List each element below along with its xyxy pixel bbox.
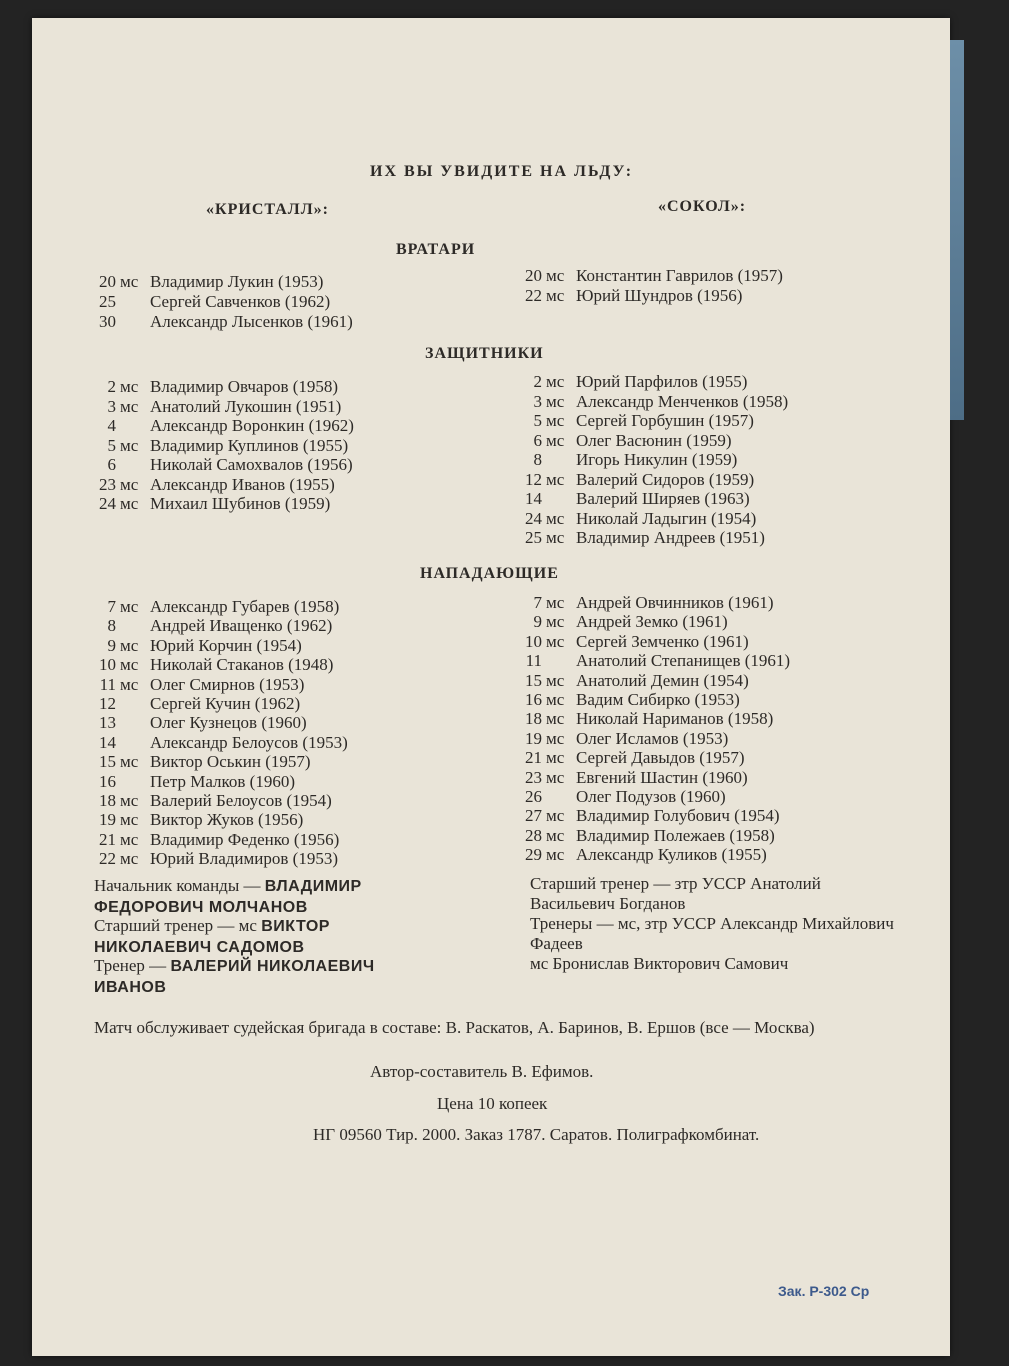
- page-heading: ИХ ВЫ УВИДИТЕ НА ЛЬДУ:: [370, 163, 634, 180]
- player-row: [86, 475, 335, 494]
- player-row: [86, 849, 338, 868]
- player-title: мс: [120, 849, 139, 869]
- player-number: 6: [107, 455, 116, 474]
- player-name: Александр Менченков (1958): [576, 391, 789, 411]
- player-name: Юрий Корчин (1954): [150, 635, 302, 655]
- player-name: Николай Самохвалов (1956): [150, 455, 353, 474]
- player-name: Сергей Кучин (1962): [150, 694, 301, 713]
- player-row: [86, 810, 303, 829]
- player-name: Владимир Андреев (1951): [576, 528, 765, 547]
- player-title: мс: [120, 635, 139, 655]
- player-number: 16: [99, 771, 116, 791]
- player-number: 8: [107, 616, 116, 636]
- player-row: [86, 377, 338, 396]
- player-name: Игорь Никулин (1959): [576, 450, 738, 469]
- player-row: [512, 411, 754, 430]
- staff-left-1: [94, 916, 394, 958]
- player-title: мс: [546, 845, 565, 865]
- player-name: Сергей Савченков (1962): [150, 292, 331, 311]
- player-row: [512, 593, 774, 612]
- player-number: 3: [533, 391, 542, 411]
- player-number: 5: [533, 411, 542, 430]
- player-number: 4: [107, 416, 116, 435]
- player-name: Валерий Белоусов (1954): [150, 791, 332, 810]
- player-title: мс: [120, 810, 139, 830]
- player-title: мс: [120, 377, 139, 396]
- player-title: мс: [546, 286, 565, 305]
- player-number: 26: [525, 787, 542, 806]
- player-number: 14: [99, 732, 116, 752]
- player-row: [512, 671, 749, 690]
- player-number: 3: [107, 396, 116, 416]
- player-row: [86, 752, 311, 771]
- player-row: [512, 450, 737, 469]
- player-name: Александр Лысенков (1961): [150, 312, 353, 331]
- player-row: [86, 733, 348, 752]
- imprint-line: НГ 09560 Тир. 2000. Заказ 1787. Саратов. Полиграфкомбинат.: [313, 1125, 760, 1144]
- player-row: [86, 272, 323, 291]
- player-name: Анатолий Лукошин (1951): [150, 396, 342, 416]
- player-number: 12: [99, 694, 116, 713]
- player-name: Олег Исламов (1953): [576, 728, 729, 748]
- player-title: мс: [546, 709, 565, 729]
- print-order-code: Зак. Р-302 Ср: [778, 1283, 870, 1299]
- player-row: [86, 312, 353, 331]
- player-title: мс: [120, 674, 139, 694]
- player-title: мс: [546, 430, 565, 450]
- staff-role: Начальник команды —: [94, 876, 261, 895]
- player-row: [512, 748, 745, 767]
- section-title-forwards: НАПАДАЮЩИЕ: [420, 565, 559, 582]
- player-name: Андрей Иващенко (1962): [150, 616, 333, 636]
- player-row: [86, 655, 333, 674]
- player-name: Сергей Давыдов (1957): [576, 748, 745, 768]
- player-name: Андрей Земко (1961): [576, 612, 728, 632]
- author-line: Автор-составитель В. Ефимов.: [370, 1062, 594, 1081]
- player-row: [86, 597, 339, 616]
- player-name: Александр Иванов (1955): [150, 474, 335, 494]
- player-title: мс: [546, 391, 565, 411]
- player-row: [86, 772, 295, 791]
- player-row: [86, 397, 341, 416]
- player-number: 10: [99, 655, 116, 675]
- player-row: [512, 690, 740, 709]
- player-name: Андрей Овчинников (1961): [576, 593, 774, 612]
- player-name: Владимир Лукин (1953): [150, 272, 324, 291]
- player-row: [86, 416, 354, 435]
- player-number: 19: [99, 810, 116, 830]
- team-right-title: «СОКОЛ»:: [658, 198, 747, 215]
- player-number: 24: [525, 508, 542, 528]
- player-number: 27: [525, 806, 542, 826]
- player-name: Сергей Земченко (1961): [576, 631, 749, 651]
- section-title-defense: ЗАЩИТНИКИ: [425, 345, 544, 362]
- player-name: Александр Губарев (1958): [150, 597, 340, 616]
- player-title: мс: [546, 690, 565, 709]
- player-name: Юрий Владимиров (1953): [150, 849, 338, 869]
- player-number: 29: [525, 845, 542, 865]
- player-number: 30: [99, 312, 116, 331]
- player-row: [512, 509, 756, 528]
- player-number: 9: [533, 612, 542, 632]
- player-number: 20: [525, 266, 542, 285]
- player-title: мс: [120, 494, 139, 513]
- player-number: 21: [99, 829, 116, 849]
- player-row: [86, 713, 307, 732]
- player-number: 25: [525, 528, 542, 547]
- player-name: Владимир Феденко (1956): [150, 829, 340, 849]
- player-title: мс: [546, 748, 565, 768]
- player-row: [86, 436, 348, 455]
- staff-name: ВИКТОР НИКОЛАЕВИЧ САДОМОВ: [94, 918, 330, 956]
- player-title: мс: [120, 272, 139, 291]
- player-number: 19: [525, 728, 542, 748]
- player-name: Вадим Сибирко (1953): [576, 690, 740, 709]
- section-title-goalies: ВРАТАРИ: [396, 241, 476, 258]
- player-name: Олег Подузов (1960): [576, 787, 726, 806]
- player-title: мс: [546, 372, 565, 391]
- player-name: Юрий Парфилов (1955): [576, 372, 748, 391]
- player-number: 25: [99, 292, 116, 311]
- player-name: Юрий Шундров (1956): [576, 286, 743, 305]
- player-name: Владимир Полежаев (1958): [576, 825, 775, 845]
- player-row: [512, 470, 754, 489]
- cover-edge: [950, 40, 964, 420]
- player-name: Валерий Сидоров (1959): [576, 469, 755, 489]
- player-name: Николай Стаканов (1948): [150, 655, 334, 675]
- player-number: 24: [99, 494, 116, 513]
- player-number: 20: [99, 272, 116, 291]
- referees-note: Матч обслуживает судейская бригада в составе: В. Раскатов, А. Баринов, В. Ершов (все — Москва): [94, 1018, 815, 1037]
- staff-name: ВАЛЕРИЙ НИКОЛАЕВИЧ ИВАНОВ: [94, 958, 375, 996]
- player-row: [512, 768, 748, 787]
- player-number: 14: [525, 489, 542, 508]
- player-title: мс: [546, 767, 565, 787]
- player-name: Константин Гаврилов (1957): [576, 266, 783, 285]
- team-left-title: «КРИСТАЛЛ»:: [206, 201, 329, 218]
- player-number: 18: [525, 709, 542, 729]
- player-name: Николай Нариманов (1958): [576, 709, 774, 729]
- staff-right-2: мс Бронислав Викторович Самович: [530, 954, 789, 973]
- staff-left-2: [94, 956, 434, 998]
- player-row: [512, 806, 780, 825]
- player-name: Петр Малков (1960): [150, 771, 295, 791]
- player-row: [86, 675, 304, 694]
- player-title: мс: [546, 670, 565, 690]
- player-number: 2: [533, 372, 542, 391]
- player-name: Олег Кузнецов (1960): [150, 713, 307, 733]
- player-row: [86, 616, 332, 635]
- player-name: Александр Белоусов (1953): [150, 732, 348, 752]
- player-title: мс: [120, 396, 139, 416]
- staff-right-0: Старший тренер — зтр УССР Анатолий Васильевич Богданов: [530, 874, 821, 913]
- player-number: 18: [99, 791, 116, 810]
- player-number: 23: [99, 474, 116, 494]
- player-name: Валерий Ширяев (1963): [576, 489, 750, 508]
- player-row: [512, 528, 765, 547]
- player-number: 10: [525, 631, 542, 651]
- staff-right-1: Тренеры — мс, зтр УССР Александр Михайлович Фадеев: [530, 914, 894, 953]
- player-number: 22: [525, 286, 542, 305]
- player-row: [512, 729, 728, 748]
- player-number: 21: [525, 748, 542, 768]
- player-title: мс: [120, 435, 139, 455]
- player-title: мс: [120, 597, 139, 616]
- player-number: 15: [99, 752, 116, 772]
- player-number: 7: [107, 597, 116, 616]
- player-row: [512, 651, 790, 670]
- player-name: Владимир Овчаров (1958): [150, 377, 339, 396]
- player-name: Олег Смирнов (1953): [150, 674, 305, 694]
- player-title: мс: [120, 655, 139, 675]
- player-title: мс: [546, 469, 565, 489]
- player-name: Анатолий Демин (1954): [576, 670, 749, 690]
- player-name: Анатолий Степанищев (1961): [576, 651, 791, 671]
- player-row: [512, 431, 732, 450]
- player-title: мс: [546, 728, 565, 748]
- player-row: [512, 787, 726, 806]
- player-row: [86, 830, 339, 849]
- player-number: 15: [525, 670, 542, 690]
- player-name: Виктор Оськин (1957): [150, 752, 311, 772]
- player-number: 11: [99, 674, 116, 694]
- player-name: Михаил Шубинов (1959): [150, 494, 331, 513]
- player-name: Александр Куликов (1955): [576, 845, 767, 865]
- player-number: 9: [107, 635, 116, 655]
- player-number: 7: [533, 593, 542, 612]
- player-number: 28: [525, 825, 542, 845]
- player-title: мс: [546, 593, 565, 612]
- player-row: [86, 494, 330, 513]
- player-row: [86, 455, 353, 474]
- player-row: [512, 612, 728, 631]
- player-row: [512, 632, 749, 651]
- player-number: 12: [525, 469, 542, 489]
- player-title: мс: [546, 806, 565, 826]
- player-title: мс: [546, 528, 565, 547]
- staff-role: Тренер —: [94, 956, 167, 975]
- player-title: мс: [120, 791, 139, 810]
- player-title: мс: [546, 411, 565, 430]
- player-name: Евгений Шастин (1960): [576, 767, 748, 787]
- player-number: 6: [533, 430, 542, 450]
- player-row: [512, 392, 788, 411]
- player-number: 2: [107, 377, 116, 396]
- player-title: мс: [120, 474, 139, 494]
- player-name: Владимир Куплинов (1955): [150, 435, 349, 455]
- player-row: [512, 372, 747, 391]
- player-name: Виктор Жуков (1956): [150, 810, 304, 830]
- player-name: Олег Васюнин (1959): [576, 430, 732, 450]
- player-row: [512, 266, 783, 285]
- staff-left-0: [94, 876, 434, 918]
- player-row: [86, 694, 300, 713]
- player-row: [86, 292, 330, 311]
- player-name: Николай Ладыгин (1954): [576, 508, 757, 528]
- player-row: [512, 709, 773, 728]
- player-title: мс: [120, 752, 139, 772]
- player-title: мс: [546, 631, 565, 651]
- player-name: Сергей Горбушин (1957): [576, 411, 754, 430]
- player-row: [512, 845, 767, 864]
- player-number: 8: [533, 450, 542, 469]
- player-title: мс: [120, 829, 139, 849]
- player-number: 23: [525, 767, 542, 787]
- player-title: мс: [546, 825, 565, 845]
- player-name: Александр Воронкин (1962): [150, 416, 354, 435]
- player-number: 22: [99, 849, 116, 869]
- player-row: [86, 791, 332, 810]
- player-title: мс: [546, 266, 565, 285]
- staff-role: Старший тренер — мс: [94, 916, 257, 935]
- player-title: мс: [546, 612, 565, 632]
- player-number: 16: [525, 690, 542, 709]
- price-line: Цена 10 копеек: [437, 1094, 548, 1113]
- player-row: [512, 826, 775, 845]
- staff-name: ВЛАДИМИР ФЕДОРОВИЧ МОЛЧАНОВ: [94, 878, 362, 916]
- player-row: [512, 286, 742, 305]
- player-name: Владимир Голубович (1954): [576, 806, 780, 826]
- player-row: [86, 636, 302, 655]
- player-row: [512, 489, 750, 508]
- player-number: 5: [107, 435, 116, 455]
- player-number: 11: [525, 651, 542, 671]
- player-number: 13: [99, 713, 116, 733]
- player-title: мс: [546, 508, 565, 528]
